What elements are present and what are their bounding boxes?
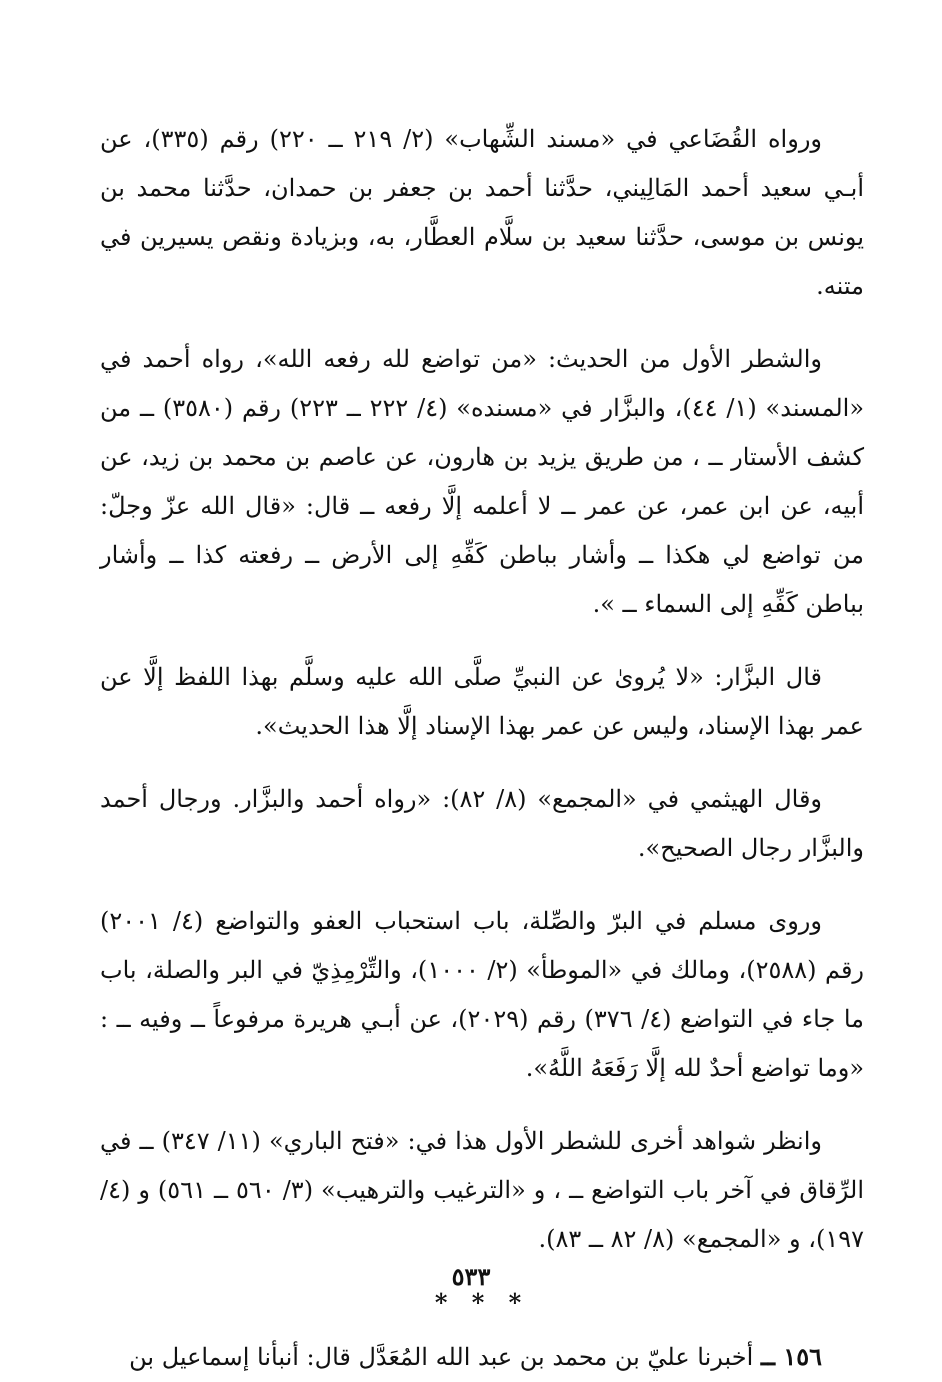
paragraph-muslim-riwaya: وروى مسلم في البرّ والصِّلة، باب استحباب العفو والتواضع (٤/ ٢٠٠١) رقم (٢٥٨٨)، ومالك في «الموطأ» (٢/ ١٠٠٠)، والتِّرْمِذِيّ في البر والصلة، باب ما جاء في التواضع (٤/ ٣٧٦) رقم (٢٠٢٩)، عن أبـي هريرة مرفوعاً ــ وفيه ــ : «وما تواضع أحدٌ لله إلَّا رَفَعَهُ اللَّهُ». bbox=[100, 907, 865, 1082]
paragraph-haythami-quote: وقال الهيثمي في «المجمع» (٨/ ٨٢): «رواه أحمد والبزَّار. ورجال أحمد والبزَّار رجال الصحيح». bbox=[100, 785, 864, 862]
section-separator: * * * bbox=[434, 1288, 530, 1317]
paragraph-qudai-riwaya: ورواه القُضَاعي في «مسند الشِّهاب» (٢/ ٢١٩ ــ ٢٢٠) رقم (٣٣٥)، عن أبـي سعيد أحمد المَالِيني، حدَّثنا أحمد بن جعفر بن حمدان، حدَّثنا محمد بن يونس بن موسى، حدَّثنا سعيد بن سلَّام العطَّار، به، وبزيادة ونقص يسيرين في متنه. bbox=[100, 125, 864, 300]
paragraph-first-part-hadith: والشطر الأول من الحديث: «من تواضع لله رفعه الله»، رواه أحمد في «المسند» (١/ ٤٤)، والبزَّار في «مسنده» (٤/ ٢٢٢ ــ ٢٢٣) رقم (٣٥٨٠) ــ من كشف الأستار ــ ، من طريق يزيد بن هارون، عن عاصم بن محمد بن زيد، عن أبيه، عن ابن عمر، عن عمر ــ لا أعلمه إلَّا رفعه ــ قال: «قال الله عزّ وجلّ: من تواضع لي هكذا ــ وأشار بباطن كَفِّهِ إلى الأرض ــ رفعته كذا ــ وأشار بباطن كَفِّهِ إلى السماء ــ ». bbox=[100, 345, 865, 618]
paragraph-bazzar-quote: قال البزَّار: «لا يُروىٰ عن النبيِّ صلَّى الله عليه وسلَّم بهذا اللفظ إلَّا عن عمر بهذا الإسناد، وليس عن عمر بهذا الإسناد إلَّا هذا الحديث». bbox=[100, 663, 864, 740]
page-number: ٥٣٣ bbox=[451, 1262, 491, 1291]
paragraph-shawahid: وانظر شواهد أخرى للشطر الأول هذا في: «فتح الباري» (١١/ ٣٤٧) ــ في الرِّقاق في آخر باب التواضع ــ ، و «الترغيب والترهيب» (٣/ ٥٦٠ ــ ٥٦١) و (٤/ ١٩٧)، و «المجمع» (٨/ ٨٢ ــ ٨٣). bbox=[100, 1127, 865, 1253]
hadith-number: ١٥٦ ــ bbox=[760, 1342, 822, 1371]
hadith-text: أخبرنا عليّ بن محمد بن عبد الله المُعَدَّل قال: أنبأنا إسماعيل بن bbox=[129, 1343, 761, 1371]
